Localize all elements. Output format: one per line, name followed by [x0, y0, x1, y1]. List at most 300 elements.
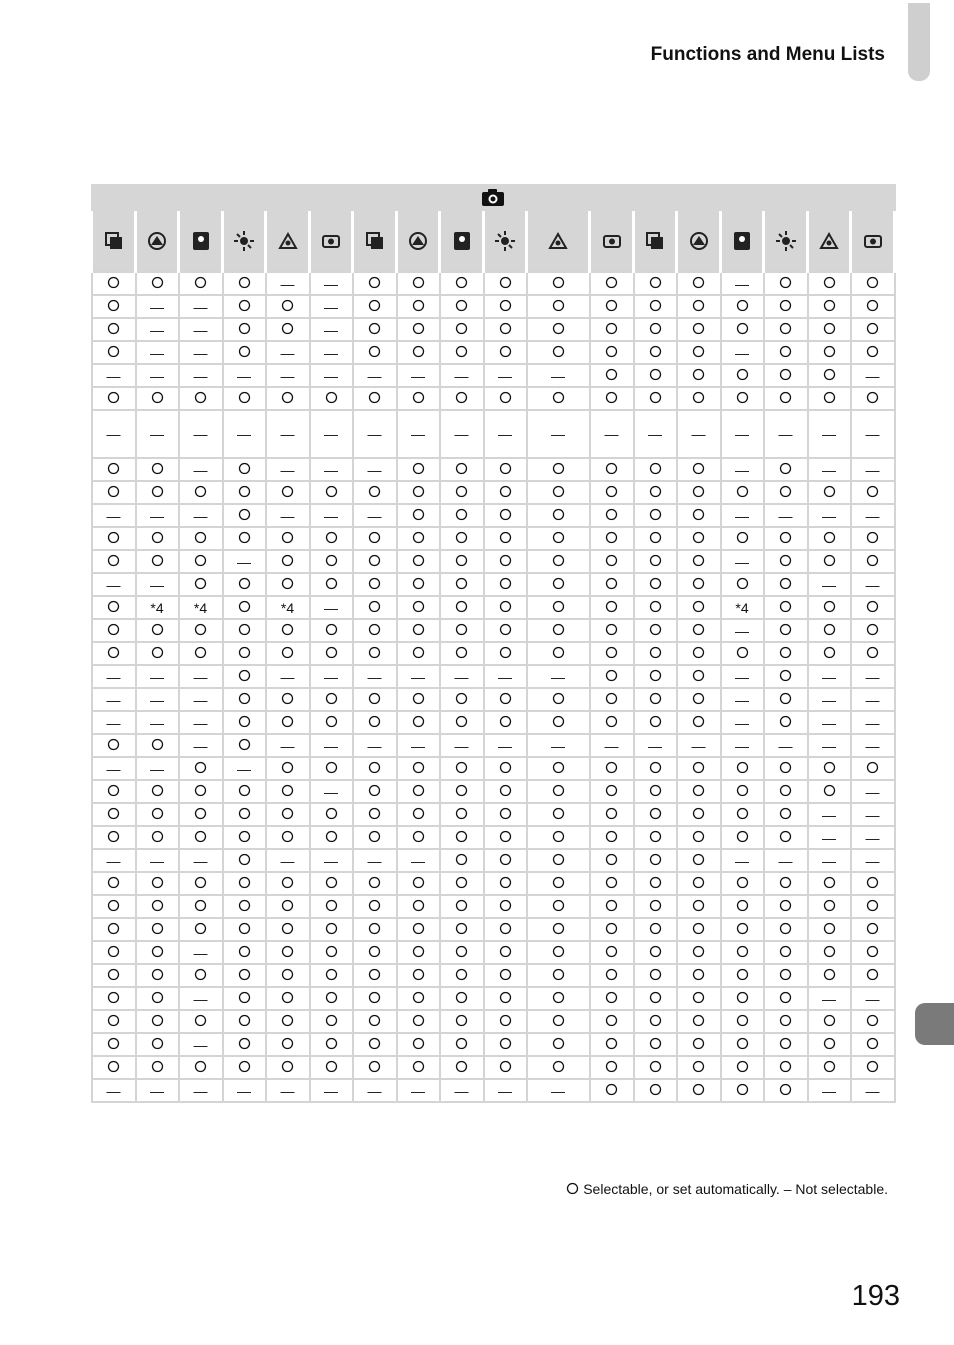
selectable-circle-icon	[238, 462, 251, 475]
selectable-cell	[136, 1010, 179, 1033]
selectable-circle-icon	[238, 299, 251, 312]
selectable-circle-icon	[455, 577, 468, 590]
selectable-circle-icon	[238, 715, 251, 728]
selectable-circle-icon	[736, 1060, 749, 1073]
not-selectable-cell: —	[136, 757, 179, 780]
selectable-cell	[808, 1033, 851, 1056]
selectable-circle-icon	[779, 391, 792, 404]
selectable-cell	[764, 780, 808, 803]
selectable-circle-icon	[455, 1014, 468, 1027]
selectable-circle-icon	[325, 623, 338, 636]
selectable-cell	[440, 803, 484, 826]
selectable-circle-icon	[499, 485, 512, 498]
selectable-circle-icon	[779, 669, 792, 682]
selectable-circle-icon	[605, 830, 618, 843]
selectable-cell	[223, 964, 266, 987]
selectable-cell	[484, 780, 527, 803]
selectable-cell	[92, 803, 136, 826]
selectable-circle-icon	[552, 715, 565, 728]
not-selectable-cell: —	[721, 711, 764, 734]
selectable-circle-icon	[412, 945, 425, 958]
selectable-circle-icon	[605, 761, 618, 774]
selectable-circle-icon	[779, 968, 792, 981]
table-row	[92, 1056, 895, 1079]
selectable-cell	[527, 1033, 590, 1056]
selectable-cell	[223, 734, 266, 757]
selectable-circle-icon	[499, 345, 512, 358]
selectable-circle-icon	[552, 945, 565, 958]
selectable-cell	[634, 295, 677, 318]
selectable-cell	[764, 895, 808, 918]
selectable-circle-icon	[605, 485, 618, 498]
selectable-circle-icon	[107, 1037, 120, 1050]
selectable-cell	[223, 1033, 266, 1056]
table-row	[92, 711, 895, 734]
selectable-cell	[136, 941, 179, 964]
selectable-circle-icon	[779, 807, 792, 820]
selectable-cell	[310, 803, 353, 826]
not-selectable-cell: —	[484, 665, 527, 688]
selectable-cell	[764, 1079, 808, 1102]
selectable-circle-icon	[107, 299, 120, 312]
selectable-circle-icon	[325, 899, 338, 912]
selectable-cell	[484, 295, 527, 318]
not-selectable-cell: —	[397, 849, 440, 872]
selectable-cell	[440, 573, 484, 596]
selectable-cell	[634, 941, 677, 964]
selectable-cell	[484, 849, 527, 872]
selectable-cell	[310, 619, 353, 642]
not-selectable-cell: —	[484, 410, 527, 458]
selectable-cell	[484, 1056, 527, 1079]
not-selectable-cell: —	[310, 295, 353, 318]
selectable-circle-icon	[368, 807, 381, 820]
selectable-circle-icon	[412, 830, 425, 843]
selectable-circle-icon	[107, 462, 120, 475]
selectable-cell	[440, 550, 484, 573]
not-selectable-cell: —	[440, 734, 484, 757]
selectable-cell	[677, 803, 721, 826]
selectable-circle-icon	[151, 531, 164, 544]
selectable-circle-icon	[823, 299, 836, 312]
selectable-cell	[851, 757, 895, 780]
selectable-circle-icon	[779, 577, 792, 590]
not-selectable-cell: —	[353, 364, 397, 387]
selectable-cell	[590, 364, 634, 387]
selectable-circle-icon	[325, 761, 338, 774]
selectable-circle-icon	[281, 692, 294, 705]
selectable-cell	[136, 387, 179, 410]
selectable-cell	[179, 780, 223, 803]
selectable-cell	[851, 918, 895, 941]
selectable-cell	[440, 757, 484, 780]
selectable-circle-icon	[238, 485, 251, 498]
selectable-cell	[266, 941, 310, 964]
selectable-circle-icon	[238, 646, 251, 659]
not-selectable-cell: —	[808, 688, 851, 711]
selectable-cell	[764, 918, 808, 941]
selectable-circle-icon	[455, 485, 468, 498]
selectable-cell	[136, 481, 179, 504]
selectable-circle-icon	[151, 1037, 164, 1050]
selectable-cell	[223, 573, 266, 596]
selectable-circle-icon	[866, 391, 879, 404]
selectable-cell	[808, 941, 851, 964]
selectable-cell	[179, 757, 223, 780]
selectable-cell	[179, 918, 223, 941]
not-selectable-cell: —	[808, 826, 851, 849]
selectable-circle-icon	[866, 299, 879, 312]
selectable-circle-icon	[779, 1014, 792, 1027]
table-row	[92, 642, 895, 665]
selectable-circle-icon	[692, 577, 705, 590]
selectable-circle-icon	[605, 646, 618, 659]
selectable-circle-icon	[866, 922, 879, 935]
selectable-cell	[484, 1010, 527, 1033]
selectable-cell	[484, 318, 527, 341]
selectable-circle-icon	[281, 715, 294, 728]
selectable-circle-icon	[238, 322, 251, 335]
selectable-circle-icon	[412, 276, 425, 289]
not-selectable-cell: —	[353, 1079, 397, 1102]
selectable-circle-icon	[779, 600, 792, 613]
table-row	[92, 987, 895, 1010]
selectable-cell	[92, 1056, 136, 1079]
not-selectable-cell: —	[590, 410, 634, 458]
selectable-cell	[440, 987, 484, 1010]
selectable-cell	[677, 849, 721, 872]
not-selectable-cell: —	[527, 1079, 590, 1102]
selectable-cell	[764, 295, 808, 318]
selectable-cell	[136, 826, 179, 849]
selectable-circle-icon	[325, 807, 338, 820]
not-selectable-cell: —	[851, 410, 895, 458]
selectable-circle-icon	[281, 830, 294, 843]
selectable-cell	[310, 895, 353, 918]
selectable-circle-icon	[692, 299, 705, 312]
selectable-circle-icon	[499, 991, 512, 1004]
selectable-cell	[397, 895, 440, 918]
face-self-timer-icon	[277, 230, 299, 252]
selectable-cell	[527, 481, 590, 504]
selectable-cell	[353, 918, 397, 941]
selectable-cell	[266, 711, 310, 734]
selectable-circle-icon	[412, 623, 425, 636]
not-selectable-cell: —	[223, 410, 266, 458]
mode-icon-cell	[764, 212, 808, 272]
selectable-cell	[721, 481, 764, 504]
selectable-cell	[677, 550, 721, 573]
selectable-cell	[310, 711, 353, 734]
selectable-circle-icon	[281, 623, 294, 636]
selectable-circle-icon	[194, 922, 207, 935]
table-row	[92, 665, 895, 688]
selectable-cell	[634, 688, 677, 711]
selectable-cell	[764, 872, 808, 895]
selectable-circle-icon	[692, 345, 705, 358]
selectable-cell	[484, 341, 527, 364]
selectable-cell	[677, 918, 721, 941]
selectable-cell	[440, 688, 484, 711]
selectable-circle-icon	[692, 485, 705, 498]
selectable-cell	[397, 458, 440, 481]
selectable-circle-icon	[605, 692, 618, 705]
table-row	[92, 341, 895, 364]
selectable-circle-icon	[455, 715, 468, 728]
selectable-circle-icon	[455, 600, 468, 613]
continuous-shot-icon	[103, 230, 125, 252]
selectable-cell	[808, 387, 851, 410]
selectable-circle-icon	[107, 945, 120, 958]
selectable-circle-icon	[151, 391, 164, 404]
selectable-cell	[677, 458, 721, 481]
selectable-circle-icon	[368, 600, 381, 613]
not-selectable-cell: —	[721, 734, 764, 757]
selectable-cell	[397, 757, 440, 780]
selectable-circle-icon	[455, 922, 468, 935]
selectable-circle-icon	[692, 646, 705, 659]
selectable-circle-icon	[499, 1037, 512, 1050]
selectable-cell	[484, 550, 527, 573]
legend	[480, 1181, 888, 1197]
selectable-circle-icon	[779, 554, 792, 567]
selectable-circle-icon	[605, 299, 618, 312]
selectable-circle-icon	[736, 945, 749, 958]
selectable-circle-icon	[368, 1014, 381, 1027]
selectable-cell	[677, 665, 721, 688]
selectable-circle-icon	[194, 830, 207, 843]
not-selectable-cell: —	[721, 688, 764, 711]
selectable-cell	[310, 688, 353, 711]
selectable-circle-icon	[649, 391, 662, 404]
selectable-cell	[808, 550, 851, 573]
selectable-circle-icon	[499, 391, 512, 404]
selectable-cell	[721, 826, 764, 849]
selectable-cell	[634, 596, 677, 619]
selectable-circle-icon	[151, 876, 164, 889]
selectable-circle-icon	[692, 899, 705, 912]
not-selectable-cell: —	[721, 849, 764, 872]
selectable-cell	[484, 711, 527, 734]
selectable-circle-icon	[605, 345, 618, 358]
not-selectable-cell: —	[397, 364, 440, 387]
selectable-cell	[527, 550, 590, 573]
selectable-cell	[136, 918, 179, 941]
selectable-cell	[527, 872, 590, 895]
selectable-cell	[527, 964, 590, 987]
selectable-cell	[634, 849, 677, 872]
selectable-circle-icon	[194, 784, 207, 797]
selectable-circle-icon	[499, 807, 512, 820]
selectable-circle-icon	[281, 1014, 294, 1027]
selectable-cell	[634, 803, 677, 826]
selectable-cell	[634, 504, 677, 527]
chapter-tab	[908, 3, 930, 81]
selectable-circle-icon	[455, 968, 468, 981]
selectable-circle-icon	[107, 922, 120, 935]
selectable-cell	[310, 1010, 353, 1033]
selectable-cell	[764, 826, 808, 849]
stars-icon	[775, 230, 797, 252]
selectable-circle-icon	[649, 968, 662, 981]
not-selectable-cell: —	[179, 665, 223, 688]
not-selectable-cell: —	[266, 410, 310, 458]
selectable-circle-icon	[649, 600, 662, 613]
selectable-circle-icon	[368, 968, 381, 981]
selectable-circle-icon	[736, 807, 749, 820]
selectable-circle-icon	[649, 761, 662, 774]
selectable-cell	[223, 458, 266, 481]
table-row	[92, 895, 895, 918]
selectable-circle-icon	[692, 1014, 705, 1027]
selectable-cell	[634, 1033, 677, 1056]
selectable-cell	[721, 1010, 764, 1033]
selectable-cell	[484, 964, 527, 987]
selectable-circle-icon	[368, 577, 381, 590]
selectable-circle-icon	[281, 1037, 294, 1050]
selectable-circle-icon	[281, 784, 294, 797]
selectable-cell	[634, 550, 677, 573]
selectable-cell	[590, 573, 634, 596]
selectable-circle-icon	[238, 1037, 251, 1050]
selectable-cell	[721, 642, 764, 665]
page-header-title: Functions and Menu Lists	[650, 44, 885, 65]
selectable-cell	[397, 1056, 440, 1079]
footnote-cell: *4	[179, 596, 223, 619]
selectable-cell	[353, 318, 397, 341]
not-selectable-cell: —	[310, 504, 353, 527]
selectable-cell	[808, 341, 851, 364]
selectable-cell	[440, 826, 484, 849]
selectable-circle-icon	[692, 807, 705, 820]
selectable-cell	[634, 780, 677, 803]
selectable-cell	[527, 826, 590, 849]
selectable-cell	[266, 1033, 310, 1056]
not-selectable-cell: —	[92, 504, 136, 527]
selectable-circle-icon	[238, 899, 251, 912]
selectable-circle-icon	[194, 646, 207, 659]
not-selectable-cell: —	[851, 803, 895, 826]
not-selectable-cell: —	[266, 364, 310, 387]
selectable-circle-icon	[238, 508, 251, 521]
selectable-cell	[136, 642, 179, 665]
selectable-circle-icon	[605, 899, 618, 912]
selectable-cell	[677, 642, 721, 665]
selectable-circle-icon	[194, 485, 207, 498]
selectable-circle-icon	[107, 623, 120, 636]
not-selectable-cell: —	[851, 826, 895, 849]
selectable-circle-icon	[866, 945, 879, 958]
selectable-circle-icon	[455, 646, 468, 659]
selectable-circle-icon	[552, 853, 565, 866]
selectable-cell	[851, 387, 895, 410]
smart-shutter-icon	[233, 230, 255, 252]
selectable-cell	[808, 272, 851, 295]
selectable-circle-icon	[194, 577, 207, 590]
not-selectable-cell: —	[266, 1079, 310, 1102]
selectable-circle-icon	[107, 276, 120, 289]
table-row	[92, 918, 895, 941]
selectable-cell	[310, 527, 353, 550]
table-row	[92, 941, 895, 964]
selectable-circle-icon	[281, 299, 294, 312]
selectable-circle-icon	[455, 692, 468, 705]
selectable-cell	[353, 619, 397, 642]
table-row	[92, 849, 895, 872]
selectable-circle-icon	[552, 554, 565, 567]
selectable-cell	[223, 872, 266, 895]
not-selectable-cell: —	[179, 987, 223, 1010]
not-selectable-cell: —	[223, 364, 266, 387]
selectable-circle-icon	[194, 276, 207, 289]
selectable-cell	[484, 458, 527, 481]
selectable-circle-icon	[281, 1060, 294, 1073]
selectable-cell	[440, 780, 484, 803]
table-row	[92, 757, 895, 780]
selectable-circle-icon	[499, 876, 512, 889]
selectable-cell	[677, 619, 721, 642]
selectable-cell	[764, 987, 808, 1010]
selectable-cell	[634, 481, 677, 504]
selectable-cell	[353, 295, 397, 318]
color-accent-swap-icon	[547, 230, 569, 252]
selectable-cell	[440, 918, 484, 941]
selectable-cell	[677, 1033, 721, 1056]
selectable-circle-icon	[368, 322, 381, 335]
selectable-cell	[721, 780, 764, 803]
not-selectable-cell: —	[808, 573, 851, 596]
not-selectable-cell: —	[223, 1079, 266, 1102]
selectable-circle-icon	[151, 1060, 164, 1073]
selectable-cell	[677, 1079, 721, 1102]
selectable-cell	[223, 895, 266, 918]
not-selectable-cell: —	[266, 272, 310, 295]
selectable-circle-icon	[779, 531, 792, 544]
selectable-circle-icon	[499, 715, 512, 728]
selectable-cell	[440, 1010, 484, 1033]
selectable-circle-icon	[238, 531, 251, 544]
selectable-cell	[764, 1010, 808, 1033]
not-selectable-cell: —	[397, 1079, 440, 1102]
table-row	[92, 1033, 895, 1056]
selectable-circle-icon	[823, 784, 836, 797]
selectable-circle-icon	[368, 922, 381, 935]
not-selectable-cell: —	[92, 711, 136, 734]
selectable-circle-icon	[823, 945, 836, 958]
selectable-circle-icon	[692, 1060, 705, 1073]
selectable-circle-icon	[107, 991, 120, 1004]
selectable-cell	[92, 387, 136, 410]
not-selectable-cell: —	[764, 734, 808, 757]
selectable-circle-icon	[605, 368, 618, 381]
selectable-circle-icon	[552, 577, 565, 590]
selectable-cell	[808, 780, 851, 803]
not-selectable-cell: —	[179, 410, 223, 458]
selectable-circle-icon	[823, 876, 836, 889]
selectable-cell	[634, 387, 677, 410]
selectable-cell	[397, 711, 440, 734]
selectable-cell	[851, 619, 895, 642]
selectable-circle-icon	[368, 830, 381, 843]
selectable-circle-icon	[281, 991, 294, 1004]
selectable-cell	[634, 895, 677, 918]
selectable-circle-icon	[238, 669, 251, 682]
not-selectable-cell: —	[484, 734, 527, 757]
selectable-cell	[92, 527, 136, 550]
selectable-cell	[851, 596, 895, 619]
selectable-circle-icon	[605, 1014, 618, 1027]
not-selectable-cell: —	[590, 734, 634, 757]
